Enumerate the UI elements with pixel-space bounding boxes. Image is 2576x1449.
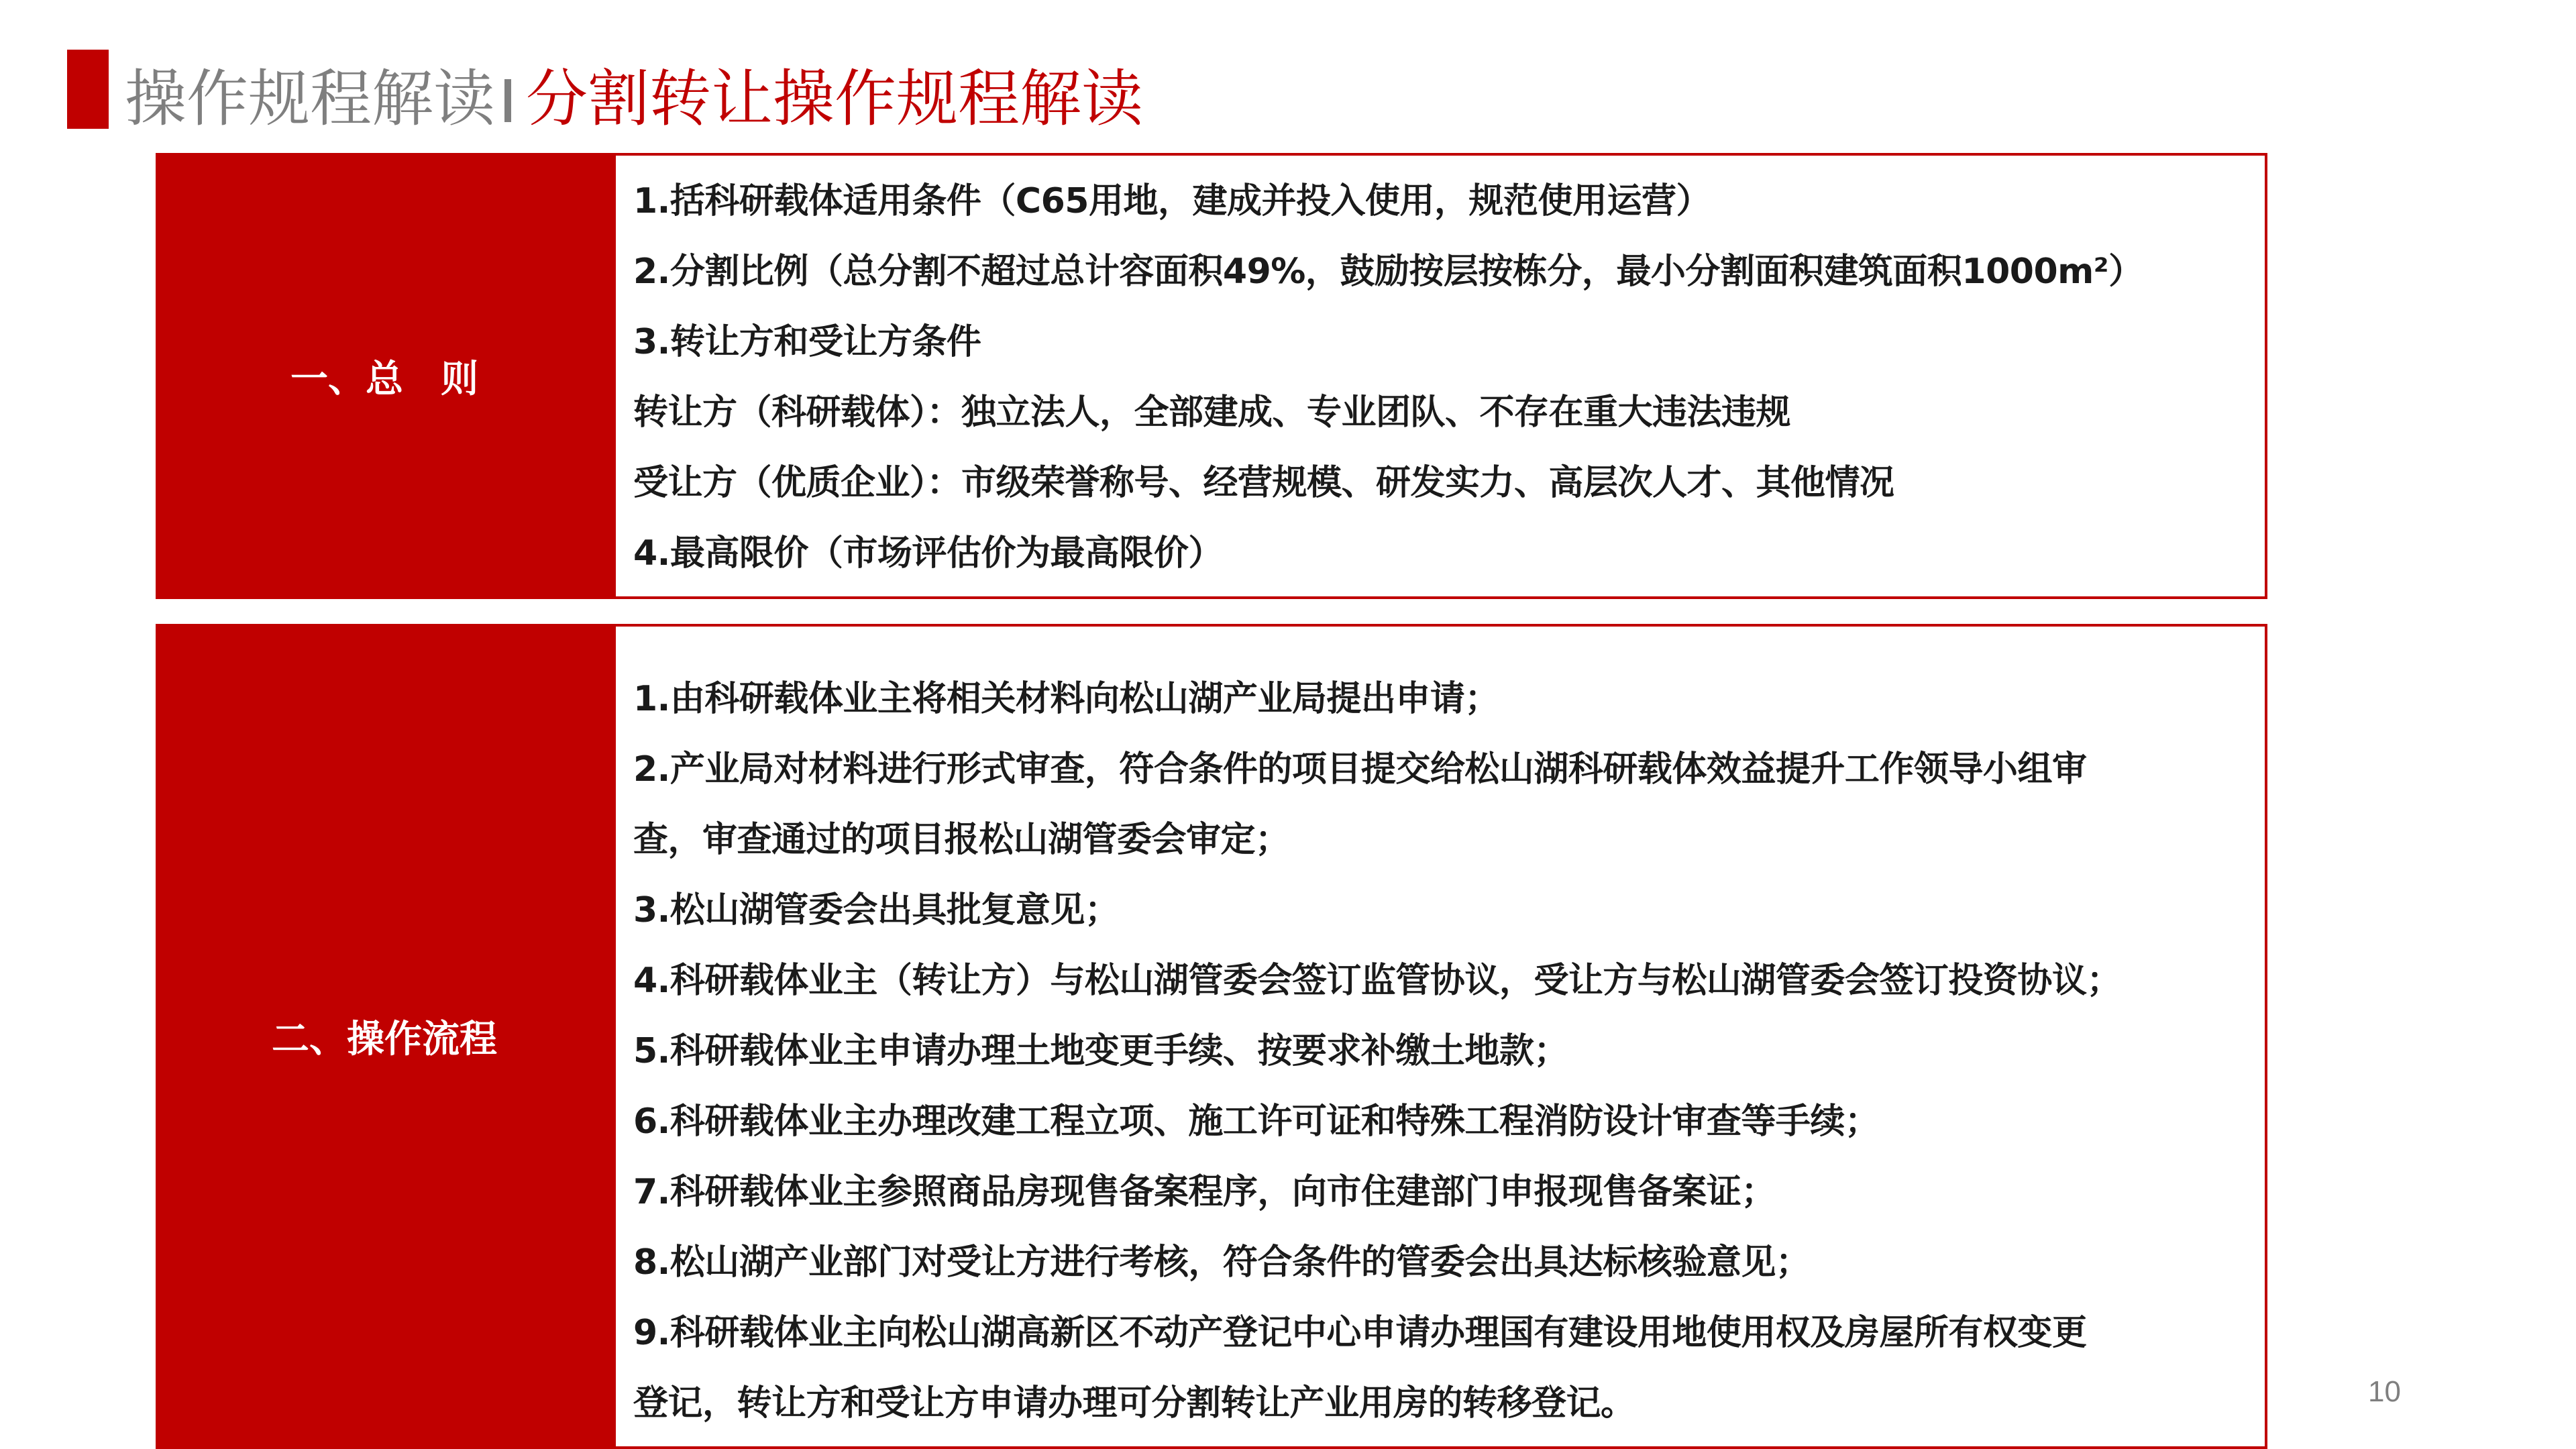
section-procedure [156, 624, 2267, 1449]
title-category: 操作规程解读 [125, 63, 496, 135]
content-list [633, 166, 2251, 589]
content-line: 3.松山湖管委会出具批复意见； [633, 890, 1120, 930]
section-label: 二、操作流程 [272, 1018, 497, 1061]
content-line: 登记，转让方和受让方申请办理可分割转让产业用房的转移登记。 [633, 1383, 1635, 1424]
page-number: 10 [2368, 1375, 2401, 1408]
content-line: 1.由科研载体业主将相关材料向松山湖产业局提出申请； [633, 679, 1499, 719]
content-line: 6.科研载体业主办理改建工程立项、施工许可证和特殊工程消防设计审查等手续； [633, 1102, 1880, 1142]
section-label-box [156, 153, 613, 599]
section-general [156, 153, 2267, 599]
content-line: 2.产业局对材料进行形式审查，符合条件的项目提交给松山湖科研载体效益提升工作领导小组审 [633, 749, 2087, 790]
content-line: 4.科研载体业主（转让方）与松山湖管委会签订监管协议，受让方与松山湖管委会签订投资协议； [633, 961, 2121, 1001]
content-line: 8.松山湖产业部门对受让方进行考核，符合条件的管委会出具达标核验意见； [633, 1242, 1811, 1283]
content-line: 受让方（优质企业）：市级荣誉称号、经营规模、研发实力、高层次人才、其他情况 [633, 463, 1894, 503]
title-main: 分割转让操作规程解读 [526, 63, 1144, 135]
content-line: 3.转让方和受让方条件 [633, 322, 981, 362]
content-line: 7.科研载体业主参照商品房现售备案程序，向市住建部门申报现售备案证； [633, 1172, 1776, 1212]
title-separator [504, 79, 511, 122]
content-list [633, 664, 2251, 1439]
content-line: 9.科研载体业主向松山湖高新区不动产登记中心申请办理国有建设用地使用权及房屋所有权变更 [633, 1313, 2087, 1353]
content-line: 2.分割比例（总分割不超过总计容面积49%，鼓励按层按栋分，最小分割面积建筑面积1000m²） [633, 252, 2143, 292]
section-label-box [156, 624, 613, 1449]
content-line: 4.最高限价（市场评估价为最高限价） [633, 533, 1223, 574]
content-line: 转让方（科研载体）：独立法人，全部建成、专业团队、不存在重大违法违规 [633, 392, 1791, 433]
section-content [613, 624, 2267, 1449]
page-title [125, 59, 1143, 140]
title-accent-bar [67, 50, 109, 129]
section-label: 一、总 则 [290, 357, 478, 401]
content-line: 查，审查通过的项目报松山湖管委会审定； [633, 820, 1290, 860]
content-line: 5.科研载体业主申请办理土地变更手续、按要求补缴土地款； [633, 1031, 1568, 1071]
content-line: 1.括科研载体适用条件（C65用地，建成并投入使用，规范使用运营） [633, 181, 1711, 221]
section-content [613, 153, 2267, 599]
